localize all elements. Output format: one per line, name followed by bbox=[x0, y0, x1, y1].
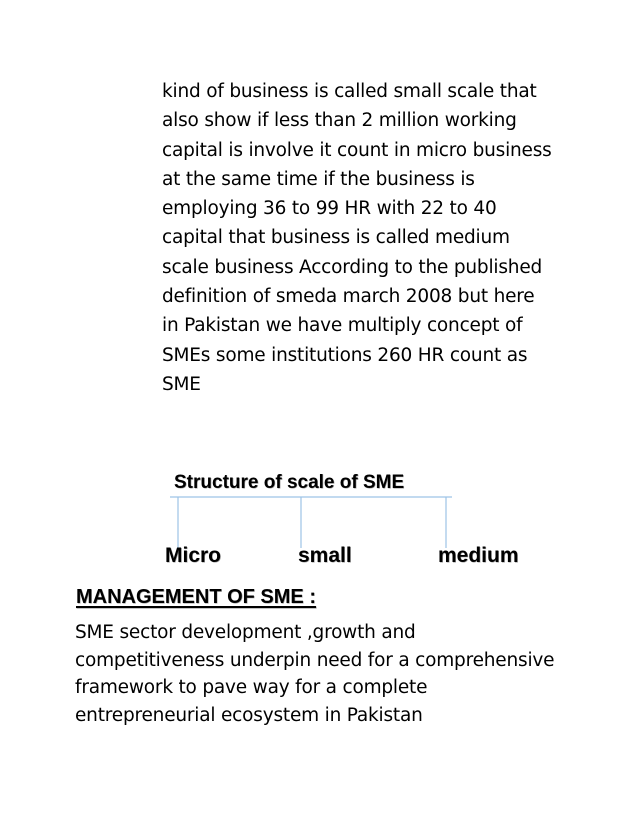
node-small: small bbox=[298, 544, 352, 567]
paragraph-line: employing 36 to 99 HR with 22 to 40 bbox=[162, 198, 497, 220]
paragraph-line: at the same time if the business is bbox=[162, 168, 475, 190]
section-line: SME sector development ,growth and bbox=[75, 622, 416, 643]
paragraph-line: in Pakistan we have multiply concept of bbox=[162, 315, 523, 337]
paragraph-line: scale business According to the published bbox=[162, 256, 543, 278]
paragraph-line: SME bbox=[162, 373, 201, 395]
diagram-title: Structure of scale of SME bbox=[174, 472, 405, 493]
section-line: framework to pave way for a complete bbox=[75, 677, 428, 699]
paragraph-line: capital that business is called medium bbox=[162, 227, 510, 249]
section-paragraph bbox=[75, 619, 554, 730]
paragraph-line: SMEs some institutions 260 HR count as bbox=[162, 344, 528, 366]
section-line: competitiveness underpin need for a comprehensive bbox=[75, 649, 555, 671]
paragraph-line: definition of smeda march 2008 but here bbox=[162, 286, 535, 308]
paragraph-line: also show if less than 2 million working bbox=[162, 110, 517, 132]
node-medium: medium bbox=[438, 544, 519, 567]
paragraph-line: capital is involve it count in micro business bbox=[162, 139, 552, 161]
paragraph-line: kind of business is called small scale that bbox=[162, 81, 537, 102]
section-heading: MANAGEMENT OF SME : bbox=[76, 586, 316, 608]
section-line: entrepreneurial ecosystem in Pakistan bbox=[75, 705, 423, 727]
node-micro: Micro bbox=[165, 544, 222, 567]
